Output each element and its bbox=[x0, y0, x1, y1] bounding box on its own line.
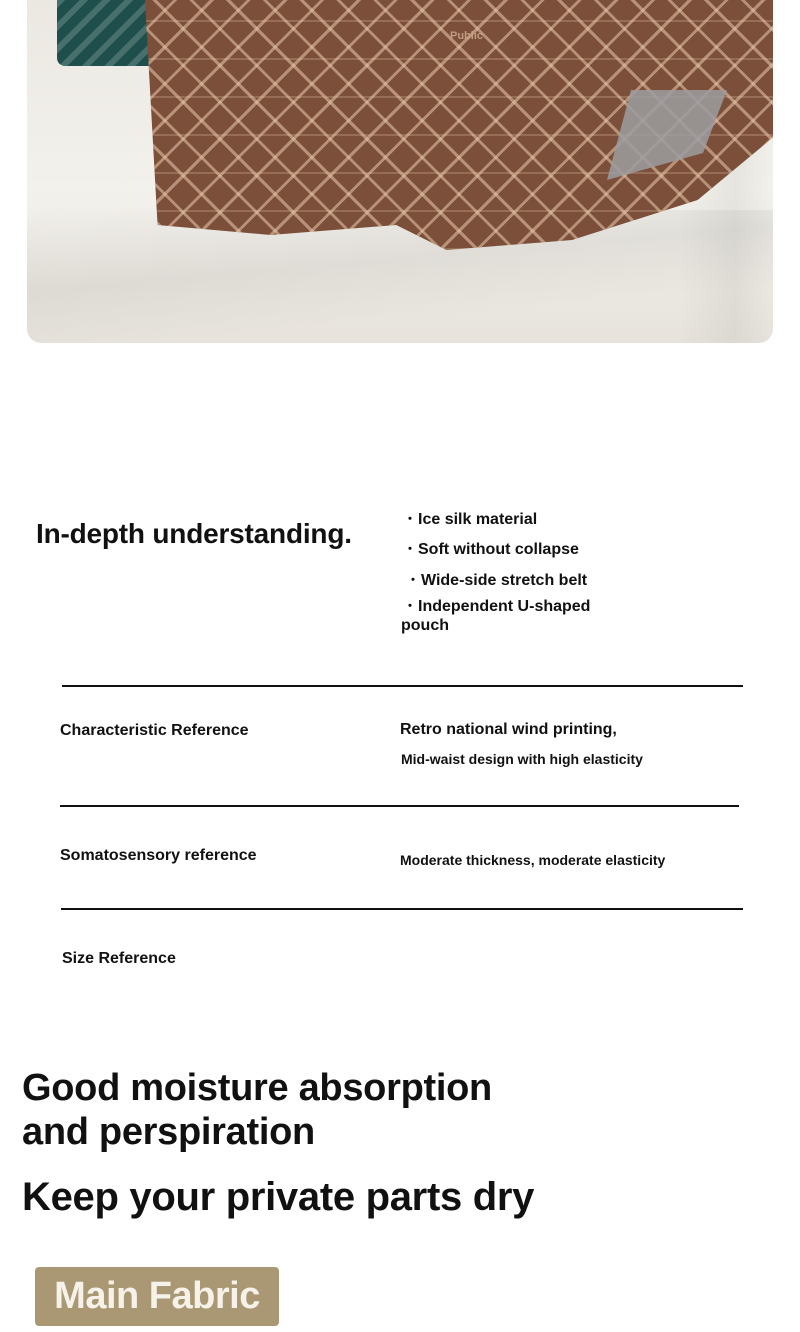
promo-headline bbox=[22, 1066, 492, 1154]
fabric-fold-shadow bbox=[27, 210, 773, 343]
promo-line-2: and perspiration bbox=[22, 1111, 315, 1153]
brand-label: Public bbox=[450, 30, 484, 42]
section-heading: In-depth understanding. bbox=[36, 518, 352, 549]
size-label: Size Reference bbox=[62, 950, 176, 967]
promo-line-1: Good moisture absorption bbox=[22, 1067, 492, 1109]
characteristic-value: Retro national wind printing, bbox=[400, 721, 617, 738]
characteristic-label: Characteristic Reference bbox=[60, 722, 249, 739]
bullet-text: Independent U-shaped bbox=[418, 598, 591, 615]
promo-subheadline: Keep your private parts dry bbox=[22, 1175, 535, 1219]
bullet-dot-icon: ・ bbox=[403, 598, 417, 614]
divider bbox=[62, 685, 743, 687]
divider bbox=[60, 805, 739, 807]
somatosensory-value: Moderate thickness, moderate elasticity bbox=[400, 852, 666, 868]
list-item bbox=[402, 540, 579, 559]
bullet-text-continuation: pouch bbox=[401, 617, 449, 634]
bullet-dot-icon: ・ bbox=[403, 511, 417, 527]
list-item bbox=[402, 510, 537, 529]
list-item bbox=[405, 571, 587, 590]
bullet-text: Ice silk material bbox=[418, 511, 538, 528]
bullet-text: Wide-side stretch belt bbox=[421, 572, 588, 589]
divider bbox=[61, 908, 743, 910]
bullet-dot-icon: ・ bbox=[403, 541, 417, 557]
main-fabric-badge: Main Fabric bbox=[35, 1267, 279, 1326]
product-photo bbox=[27, 0, 773, 343]
teal-underwear-swatch bbox=[57, 0, 157, 66]
bullet-text: Soft without collapse bbox=[418, 541, 579, 558]
somatosensory-label: Somatosensory reference bbox=[60, 847, 257, 864]
list-item bbox=[402, 597, 590, 616]
characteristic-value-secondary: Mid-waist design with high elasticity bbox=[401, 751, 643, 767]
bullet-dot-icon: ・ bbox=[406, 572, 420, 588]
